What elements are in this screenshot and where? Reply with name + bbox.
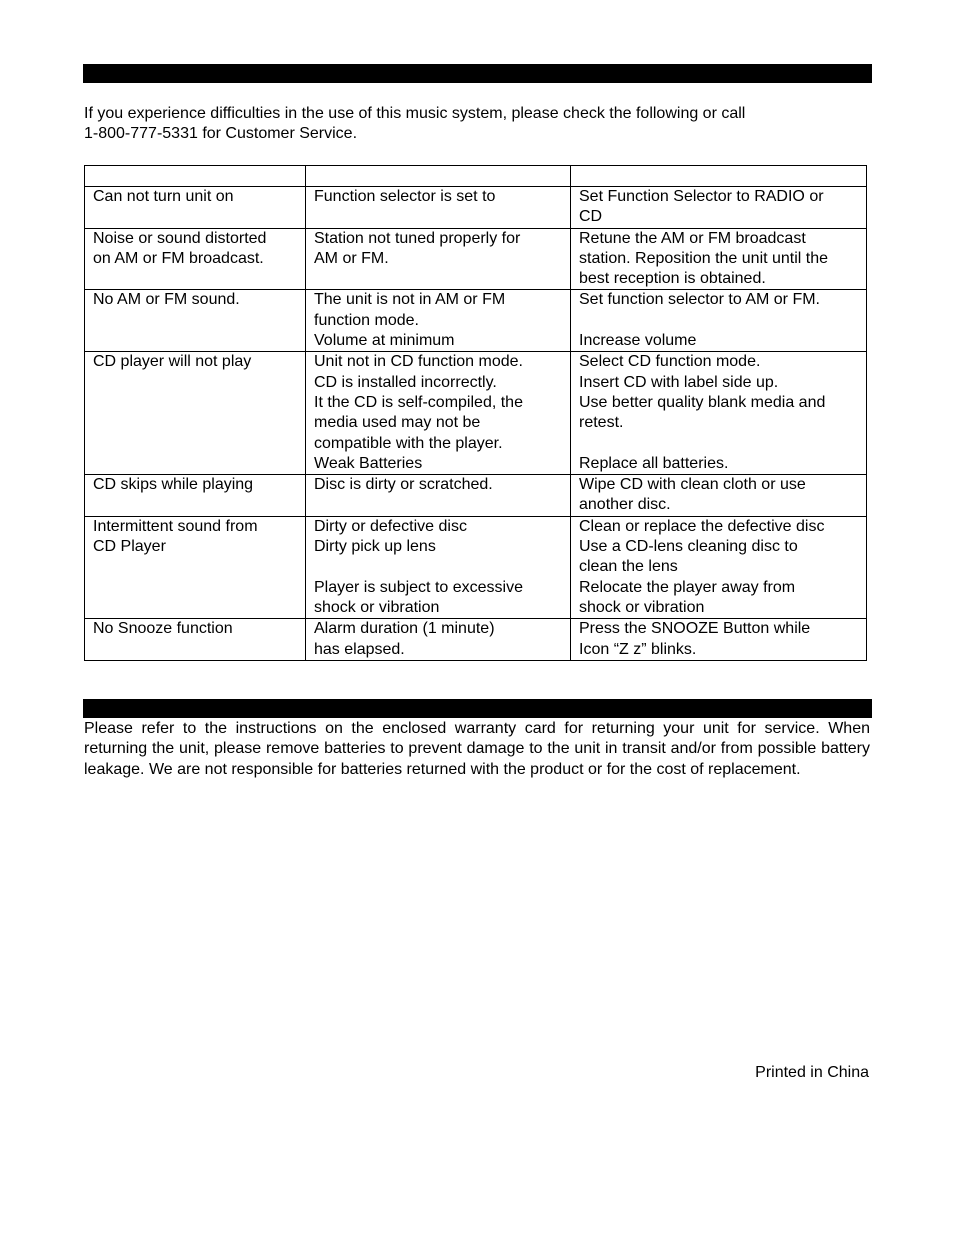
solution-line: Set Function Selector to RADIO or — [579, 188, 824, 205]
cause-line: Dirty or defective disc — [314, 517, 467, 535]
cause-line: Player is subject to excessive — [314, 578, 523, 596]
cell-solution — [571, 516, 867, 618]
table-row — [85, 228, 867, 290]
cause-line: It the CD is self-compiled, the — [314, 393, 523, 411]
intro-line-2: 1-800-777-5331 for Customer Service. — [84, 125, 358, 143]
problem-line: CD Player — [93, 538, 166, 556]
cause-line: Dirty pick up lens — [314, 538, 436, 556]
cell-solution — [571, 228, 867, 290]
table-row — [85, 619, 867, 661]
solution-line: Use better quality blank media and — [579, 393, 826, 411]
solution-line: Press the SNOOZE Button while — [579, 620, 811, 638]
cause-line: Disc is dirty or scratched. — [314, 476, 493, 494]
printed-in-label: Printed in China — [755, 1064, 869, 1081]
cell-cause — [306, 187, 571, 229]
table-row — [85, 516, 867, 618]
table-row — [85, 475, 867, 517]
solution-line: clean the lens — [579, 558, 678, 576]
cause-line: Volume at minimum — [314, 332, 455, 350]
cell-solution — [571, 475, 867, 517]
table-row — [85, 187, 867, 229]
solution-line: Use a CD-lens cleaning disc to — [579, 538, 798, 556]
intro-paragraph — [84, 104, 874, 145]
solution-line: Relocate the player away from — [579, 578, 796, 596]
solution-line: Clean or replace the defective disc — [579, 517, 825, 535]
solution-line: Replace all batteries. — [579, 454, 729, 472]
solution-line: Icon “Z z” blinks. — [579, 640, 697, 658]
solution-line: Wipe CD with clean cloth or use — [579, 476, 806, 494]
troubleshooting-table — [84, 165, 867, 661]
solution-line: Insert CD with label side up. — [579, 373, 779, 391]
table-row — [85, 290, 867, 352]
cause-line: media used may not be — [314, 414, 481, 432]
problem-line: Intermittent sound from — [93, 517, 258, 535]
cause-line: Station not tuned properly for — [314, 229, 521, 247]
solution-line: retest. — [579, 414, 624, 432]
problem-line: on AM or FM broadcast. — [93, 249, 264, 267]
troubleshooting-header-bar — [83, 64, 872, 83]
cause-line: Function selector is set to — [314, 188, 496, 205]
cell-cause — [306, 516, 571, 618]
problem-line: Noise or sound distorted — [93, 229, 267, 247]
cell-cause — [306, 619, 571, 661]
cell-solution — [571, 619, 867, 661]
cause-line: CD is installed incorrectly. — [314, 373, 497, 391]
intro-line-1: If you experience difficulties in the use of this music system, please check the following or call — [84, 105, 746, 122]
header-problem — [85, 166, 306, 187]
warranty-paragraph: Please refer to the instructions on the enclosed warranty card for returning your unit for service. When returning the unit, please remove batteries to prevent damage to the unit in transit and/or from possible battery leakage. We are not responsible for batteries returned with the product or for the cost of replacement. — [84, 720, 870, 778]
cell-cause — [306, 475, 571, 517]
problem-line: No AM or FM sound. — [93, 291, 240, 309]
cause-line — [314, 557, 564, 577]
cell-cause — [306, 290, 571, 352]
solution-line: Set function selector to AM or FM. — [579, 291, 820, 309]
solution-line: another disc. — [579, 496, 671, 514]
solution-line: CD — [579, 208, 603, 226]
solution-line — [579, 434, 860, 454]
cause-line: function mode. — [314, 311, 419, 329]
cause-line: shock or vibration — [314, 598, 440, 616]
cause-line: Weak Batteries — [314, 454, 423, 472]
problem-line: CD skips while playing — [93, 476, 254, 494]
cell-problem — [85, 228, 306, 290]
header-solution — [571, 166, 867, 187]
cell-solution — [571, 187, 867, 229]
cell-problem — [85, 619, 306, 661]
cell-problem — [85, 352, 306, 475]
cause-line: compatible with the player. — [314, 434, 503, 452]
solution-line: shock or vibration — [579, 598, 705, 616]
cell-problem — [85, 475, 306, 517]
cause-line: has elapsed. — [314, 640, 405, 658]
warranty-header-bar — [83, 699, 872, 718]
solution-line: best reception is obtained. — [579, 270, 766, 288]
cell-cause — [306, 228, 571, 290]
solution-line: Increase volume — [579, 332, 697, 350]
cause-line: AM or FM. — [314, 249, 389, 267]
solution-line: Retune the AM or FM broadcast — [579, 229, 806, 247]
table-header-row — [85, 166, 867, 187]
solution-line — [579, 311, 860, 331]
solution-line: station. Reposition the unit until the — [579, 249, 829, 267]
solution-line: Select CD function mode. — [579, 353, 761, 371]
cell-solution — [571, 352, 867, 475]
problem-line: Can not turn unit on — [93, 188, 234, 205]
cell-cause — [306, 352, 571, 475]
table-body — [85, 187, 867, 661]
cell-solution — [571, 290, 867, 352]
cause-line: Alarm duration (1 minute) — [314, 620, 495, 638]
table-row — [85, 352, 867, 475]
cell-problem — [85, 290, 306, 352]
cell-problem — [85, 516, 306, 618]
cause-line: Unit not in CD function mode. — [314, 353, 523, 371]
cell-problem — [85, 187, 306, 229]
header-cause — [306, 166, 571, 187]
problem-line: CD player will not play — [93, 353, 252, 371]
problem-line: No Snooze function — [93, 620, 233, 638]
cause-line: The unit is not in AM or FM — [314, 291, 506, 309]
